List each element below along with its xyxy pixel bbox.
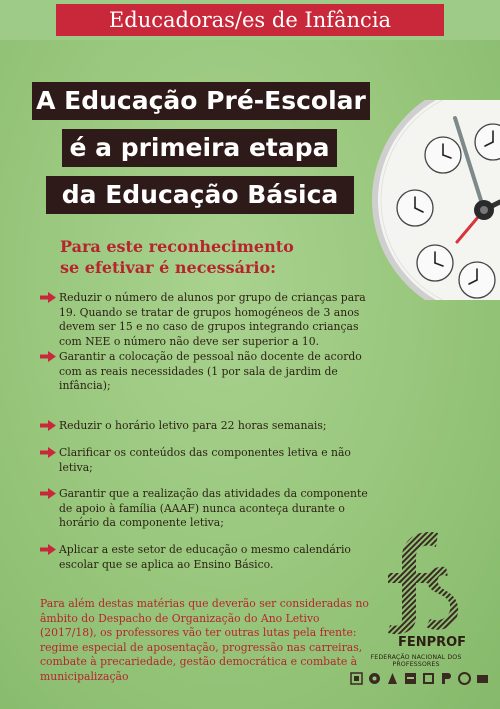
- subtitle-line-1: Para este reconhecimento: [60, 237, 294, 256]
- fenprof-logo: [380, 527, 460, 637]
- arrow-right-icon: [40, 351, 56, 362]
- header-banner: [56, 4, 444, 36]
- arrow-right-icon: [40, 447, 56, 458]
- arrow-right-icon: [40, 488, 56, 499]
- demand-text: Garantir a colocação de pessoal não docente de acordo com as reais necessidades (1 por sala de jardim de infância);: [59, 350, 362, 393]
- union-logo-icon: [404, 672, 417, 688]
- union-logo-icon: [350, 672, 363, 688]
- member-union-logos: [350, 672, 490, 692]
- demand-text: Clarificar os conteúdos das componentes letiva e não letiva;: [59, 446, 351, 474]
- headline-line-1: A Educação Pré-Escolar: [32, 82, 370, 120]
- demand-text: Reduzir o número de alunos por grupo de crianças para 19. Quando se tratar de grupos homogéneos de 3 anos devem ser 15 e no caso de grupos integrando crianças com NEE o número não deve ser superior a 10.: [59, 291, 366, 348]
- union-logo-icon: [458, 672, 471, 688]
- arrow-right-icon: [40, 292, 56, 303]
- org-name: FENPROF: [397, 635, 467, 650]
- clock-illustration: [365, 100, 500, 300]
- headline-line-3: da Educação Básica: [46, 176, 354, 214]
- subtitle-line-2: se efetivar é necessário:: [60, 258, 277, 277]
- footer-text: Para além destas matérias que deverão ser consideradas no âmbito do Despacho de Organização do Ano Letivo (2017/18), os professores vão ter outras lutas pela frente: regime especial de aposentação, progressão nas carreiras, combate à precariedade, gestão democrática e combate à municipalização: [40, 597, 369, 683]
- header-title: Educadoras/es de Infância: [108, 8, 392, 32]
- union-logo-icon: [368, 672, 381, 688]
- union-logo-icon: [422, 672, 435, 688]
- arrow-right-icon: [40, 420, 56, 431]
- org-full-name: FEDERAÇÃO NACIONAL DOS PROFESSORES: [370, 654, 462, 668]
- subtitle: [60, 236, 370, 278]
- union-logo-icon: [476, 672, 489, 688]
- arrow-right-icon: [40, 544, 56, 555]
- demand-text: Aplicar a este setor de educação o mesmo calendário escolar que se aplica ao Ensino Básico.: [59, 543, 351, 571]
- headline-line-2: é a primeira etapa: [62, 129, 337, 167]
- demand-text: Garantir que a realização das atividades da componente de apoio à família (AAAF) nunca aconteça durante o horário da componente letiva;: [59, 487, 368, 530]
- union-logo-icon: [386, 672, 399, 688]
- union-logo-icon: [440, 672, 453, 688]
- demand-text: Reduzir o horário letivo para 22 horas semanais;: [59, 419, 327, 432]
